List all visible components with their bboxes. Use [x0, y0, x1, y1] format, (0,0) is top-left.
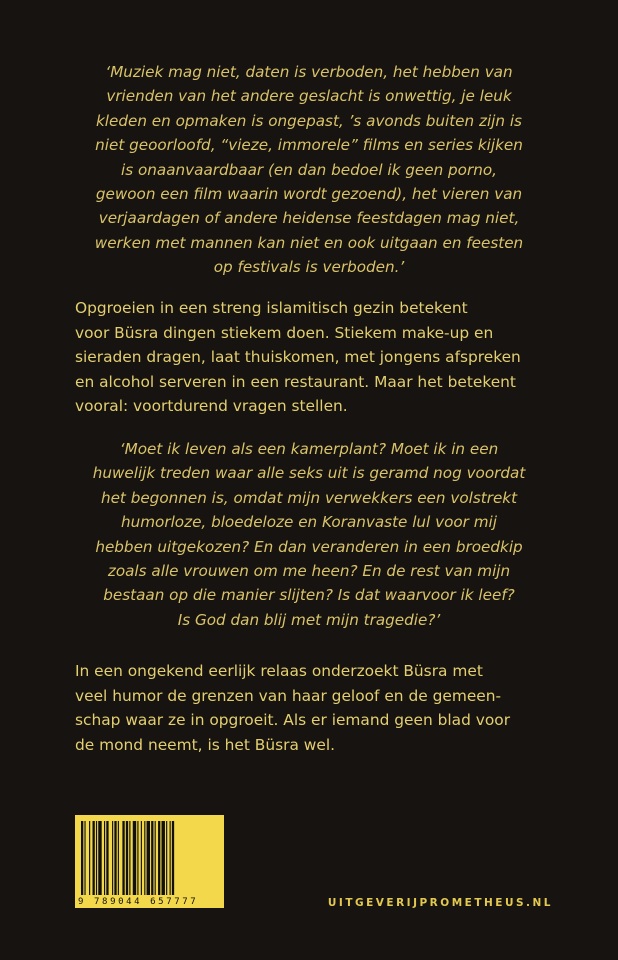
- quote-line: op festivals is verboden.’: [213, 258, 405, 277]
- quote-line: ‘Muziek mag niet, daten is verboden, het hebben van: [105, 63, 513, 81]
- second-quote: [60, 437, 558, 632]
- opening-quote: [60, 60, 558, 280]
- isbn-barcode: [75, 815, 224, 908]
- quote-line: verjaardagen of andere heidense feestdagen mag niet,: [98, 209, 520, 228]
- blurb-line: sieraden dragen, laat thuiskomen, met jongens afspreken: [75, 348, 521, 367]
- quote-line: zoals alle vrouwen om me heen? En de rest van mijn: [107, 562, 511, 581]
- quote-line: het begonnen is, omdat mijn verwekkers een volstrekt: [100, 488, 518, 507]
- quote-line: huwelijk treden waar alle seks uit is geramd nog voordat: [92, 464, 526, 483]
- quote-line: niet geoorloofd, “vieze, immorele” films en series kijken: [95, 136, 523, 155]
- quote-line: hebben uitgekozen? En dan veranderen in een broedkip: [95, 537, 523, 556]
- blurb-line: vooral: voortdurend vragen stellen.: [75, 397, 348, 416]
- blurb-line: de mond neemt, is het Büsra wel.: [75, 735, 336, 754]
- quote-line: humorloze, bloedeloze en Koranvaste lul voor mij: [121, 513, 497, 532]
- quote-line: bestaan op die manier slijten? Is dat waarvoor ik leef?: [103, 586, 515, 605]
- quote-line: is onaanvaardbaar (en dan bedoel ik geen porno,: [121, 160, 497, 179]
- blurb-line: veel humor de grenzen van haar geloof en de gemeen-: [75, 686, 502, 705]
- quote-line: vrienden van het andere geslacht is onwettig, je leuk: [106, 87, 512, 106]
- quote-line: werken met mannen kan niet en ook uitgaan en feesten: [94, 233, 524, 252]
- blurb-paragraph-2: [75, 659, 555, 757]
- quote-line: Is God dan blij met mijn tragedie?’: [177, 610, 441, 629]
- blurb-paragraph-1: [75, 296, 555, 419]
- blurb-line: schap waar ze in opgroeit. Als er iemand geen blad voor: [75, 711, 511, 730]
- blurb-line: In een ongekend eerlijk relaas onderzoekt Büsra met: [75, 662, 483, 680]
- quote-line: gewoon een film waarin wordt gezoend), het vieren van: [95, 185, 523, 204]
- isbn-number: 9 789044 657777: [78, 897, 199, 907]
- barcode-bars: [75, 815, 224, 908]
- quote-line: ‘Moet ik leven als een kamerplant? Moet ik in een: [119, 440, 499, 458]
- blurb-line: Opgroeien in een streng islamitisch gezin betekent: [75, 299, 468, 317]
- blurb-line: voor Büsra dingen stiekem doen. Stiekem make-up en: [75, 323, 494, 342]
- publisher-url: UITGEVERIJPROMETHEUS.NL: [327, 897, 553, 909]
- blurb-line: en alcohol serveren in een restaurant. Maar het betekent: [75, 372, 516, 391]
- quote-line: kleden en opmaken is ongepast, ’s avonds buiten zijn is: [96, 111, 522, 130]
